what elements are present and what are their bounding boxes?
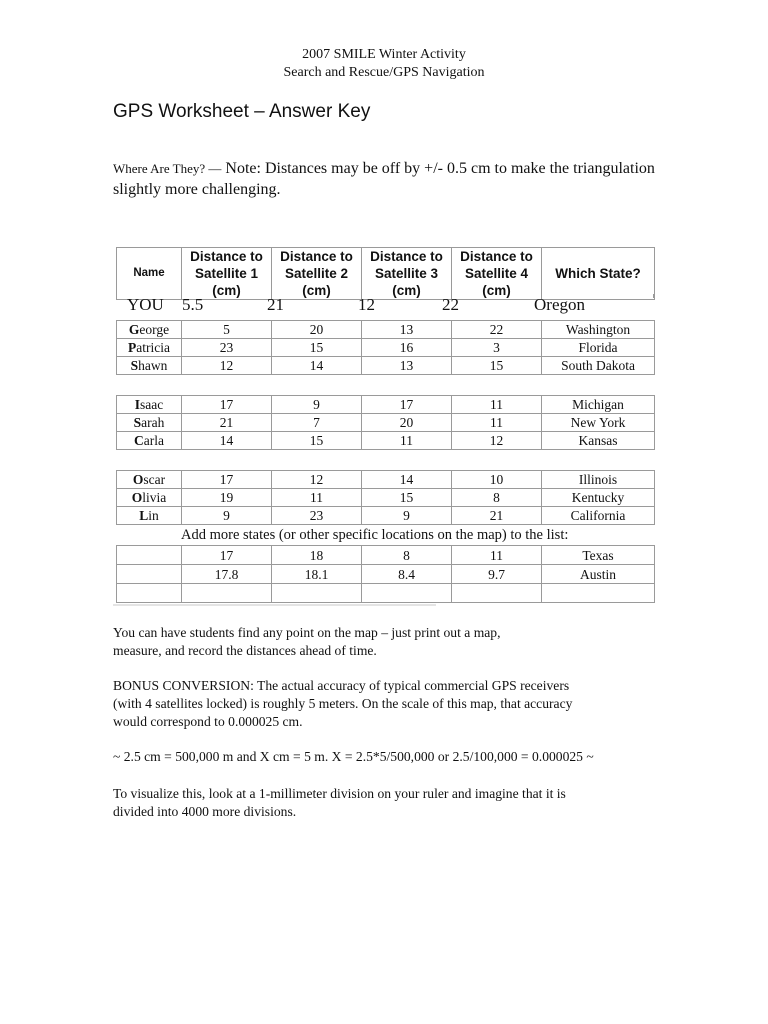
row-sat4: 3 xyxy=(452,339,542,357)
row-sat2: 12 xyxy=(272,471,362,489)
table-row xyxy=(117,546,655,565)
row-name: Carla xyxy=(117,432,182,450)
row-sat4: 12 xyxy=(452,432,542,450)
header-activity: 2007 SMILE Winter Activity xyxy=(302,47,466,62)
paragraph-visualize: To visualize this, look at a 1-millimeter division on your ruler and imagine that it is divided into 4000 more divisions. xyxy=(113,786,566,819)
col-header-sat2: Distance to Satellite 2 (cm) xyxy=(272,248,362,300)
row-state: Kansas xyxy=(542,432,655,450)
row-sat1: 23 xyxy=(182,339,272,357)
row-sat4: 21 xyxy=(452,507,542,525)
table-row xyxy=(117,432,655,450)
row-sat1: 12 xyxy=(182,357,272,375)
page-title: GPS Worksheet – Answer Key xyxy=(113,101,371,122)
row-sat4: 10 xyxy=(452,471,542,489)
table-row xyxy=(117,339,655,357)
you-sat1: 5.5 xyxy=(182,295,204,314)
row-sat1: 19 xyxy=(182,489,272,507)
row-state: California xyxy=(542,507,655,525)
row-name: Shawn xyxy=(117,357,182,375)
note-text-2: slightly more challenging. xyxy=(113,181,281,198)
row-sat4: 11 xyxy=(452,396,542,414)
row-sat2: 7 xyxy=(272,414,362,432)
row-sat4: 8 xyxy=(452,489,542,507)
row-sat3: 14 xyxy=(362,471,452,489)
row-sat1: 9 xyxy=(182,507,272,525)
you-row xyxy=(113,294,653,316)
row-state: Michigan xyxy=(542,396,655,414)
row-state: Austin xyxy=(542,565,655,584)
header-subtitle: Search and Rescue/GPS Navigation xyxy=(283,65,485,80)
you-sat2: 21 xyxy=(267,295,284,314)
row-sat2: 11 xyxy=(272,489,362,507)
row-sat2: 18.1 xyxy=(272,565,362,584)
row-sat2: 20 xyxy=(272,321,362,339)
row-state: Illinois xyxy=(542,471,655,489)
row-sat1: 5 xyxy=(182,321,272,339)
row-state: Florida xyxy=(542,339,655,357)
row-sat2 xyxy=(272,584,362,603)
paragraph-bonus-conversion: BONUS CONVERSION: The actual accuracy of typical commercial GPS receivers (with 4 satellites locked) is roughly 5 meters. On the scale of this map, that accuracy would correspond to 0.000025 cm. xyxy=(113,678,573,729)
row-sat1: 17 xyxy=(182,396,272,414)
row-state: South Dakota xyxy=(542,357,655,375)
you-sat3: 12 xyxy=(358,295,375,314)
row-sat3: 20 xyxy=(362,414,452,432)
add-more-label: Add more states (or other specific locations on the map) to the list: xyxy=(181,527,569,543)
note-lead: Where Are They? — xyxy=(113,161,222,176)
row-sat2: 9 xyxy=(272,396,362,414)
row-sat2: 15 xyxy=(272,432,362,450)
table-row xyxy=(117,489,655,507)
divider xyxy=(653,294,654,298)
header-table xyxy=(116,247,655,300)
row-sat3: 15 xyxy=(362,489,452,507)
row-name: Olivia xyxy=(117,489,182,507)
note-text-1: Note: Distances may be off by +/- 0.5 cm to make the triangulation xyxy=(221,160,655,177)
row-name xyxy=(117,584,182,603)
row-sat2: 18 xyxy=(272,546,362,565)
col-header-state: Which State? xyxy=(542,248,655,300)
you-sat4: 22 xyxy=(442,295,459,314)
col-header-sat3: Distance to Satellite 3 (cm) xyxy=(362,248,452,300)
row-sat3: 17 xyxy=(362,396,452,414)
row-state: New York xyxy=(542,414,655,432)
group-table-2 xyxy=(116,395,655,450)
row-sat4: 11 xyxy=(452,414,542,432)
row-name xyxy=(117,565,182,584)
table-row xyxy=(117,507,655,525)
row-state: Washington xyxy=(542,321,655,339)
table-row xyxy=(117,414,655,432)
row-sat3: 9 xyxy=(362,507,452,525)
row-sat2: 14 xyxy=(272,357,362,375)
table-row xyxy=(117,357,655,375)
row-state xyxy=(542,584,655,603)
table-row xyxy=(117,584,655,603)
row-sat1: 17 xyxy=(182,471,272,489)
table-row xyxy=(117,396,655,414)
row-state: Kentucky xyxy=(542,489,655,507)
row-name: Patricia xyxy=(117,339,182,357)
row-sat2: 15 xyxy=(272,339,362,357)
row-sat4: 11 xyxy=(452,546,542,565)
extra-rows-table xyxy=(116,545,655,603)
table-row xyxy=(117,321,655,339)
note-paragraph xyxy=(113,158,673,200)
row-sat1: 17 xyxy=(182,546,272,565)
row-sat1: 21 xyxy=(182,414,272,432)
row-sat4: 15 xyxy=(452,357,542,375)
col-header-sat1: Distance to Satellite 1 (cm) xyxy=(182,248,272,300)
row-sat3: 8.4 xyxy=(362,565,452,584)
row-sat4 xyxy=(452,584,542,603)
row-name: Lin xyxy=(117,507,182,525)
row-sat3: 16 xyxy=(362,339,452,357)
group-table-1 xyxy=(116,320,655,375)
table-row xyxy=(117,471,655,489)
you-name: YOU xyxy=(127,295,164,314)
row-name: Isaac xyxy=(117,396,182,414)
col-header-name: Name xyxy=(117,248,182,300)
row-sat3: 8 xyxy=(362,546,452,565)
row-sat1: 14 xyxy=(182,432,272,450)
row-sat4: 9.7 xyxy=(452,565,542,584)
row-sat1 xyxy=(182,584,272,603)
group-table-3 xyxy=(116,470,655,525)
row-name: Sarah xyxy=(117,414,182,432)
row-sat3: 13 xyxy=(362,321,452,339)
row-sat4: 22 xyxy=(452,321,542,339)
row-sat3 xyxy=(362,584,452,603)
row-state: Texas xyxy=(542,546,655,565)
divider xyxy=(113,604,436,606)
row-sat3: 11 xyxy=(362,432,452,450)
paragraph-print-map: You can have students find any point on the map – just print out a map, measure, and record the distances ahead of time. xyxy=(113,625,501,658)
row-sat2: 23 xyxy=(272,507,362,525)
paragraph-formula: ~ 2.5 cm = 500,000 m and X cm = 5 m. X = 2.5*5/500,000 or 2.5/100,000 = 0.000025 ~ xyxy=(113,749,594,764)
row-sat1: 17.8 xyxy=(182,565,272,584)
row-name: Oscar xyxy=(117,471,182,489)
table-row xyxy=(117,565,655,584)
row-sat3: 13 xyxy=(362,357,452,375)
col-header-sat4: Distance to Satellite 4 (cm) xyxy=(452,248,542,300)
row-name: George xyxy=(117,321,182,339)
row-name xyxy=(117,546,182,565)
you-state: Oregon xyxy=(534,295,585,314)
